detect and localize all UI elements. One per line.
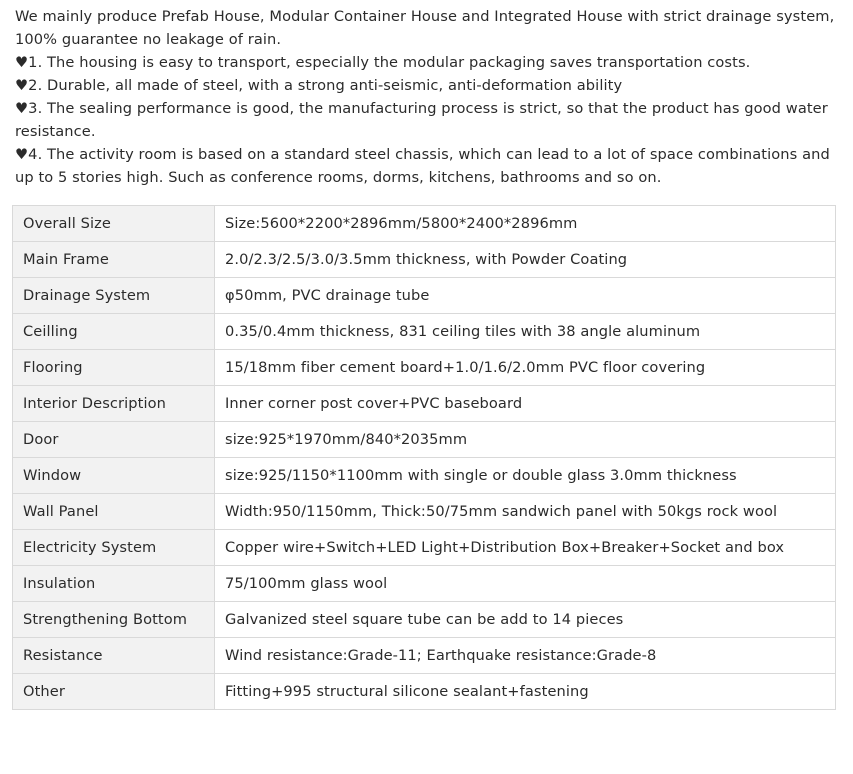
table-row: [13, 530, 836, 566]
spec-label: Main Frame: [13, 242, 215, 278]
spec-label: Flooring: [13, 350, 215, 386]
spec-label: Drainage System: [13, 278, 215, 314]
feature-point-2: ♥2. Durable, all made of steel, with a strong anti-seismic, anti-deformation ability: [15, 77, 623, 94]
spec-value: 15/18mm fiber cement board+1.0/1.6/2.0mm PVC floor covering: [215, 350, 836, 386]
table-row: [13, 566, 836, 602]
table-row: [13, 242, 836, 278]
spec-value: 2.0/2.3/2.5/3.0/3.5mm thickness, with Powder Coating: [215, 242, 836, 278]
feature-point-1: ♥1. The housing is easy to transport, especially the modular packaging saves transportation costs.: [15, 54, 751, 71]
specification-table: [12, 205, 836, 710]
spec-value: Wind resistance:Grade-11; Earthquake resistance:Grade-8: [215, 638, 836, 674]
spec-value: Galvanized steel square tube can be add to 14 pieces: [215, 602, 836, 638]
spec-value: Inner corner post cover+PVC baseboard: [215, 386, 836, 422]
intro-paragraph: We mainly produce Prefab House, Modular Container House and Integrated House with strict drainage system, 100% guarantee no leakage of rain.: [15, 8, 835, 48]
spec-label: Ceilling: [13, 314, 215, 350]
spec-label: Insulation: [13, 566, 215, 602]
spec-label: Strengthening Bottom: [13, 602, 215, 638]
table-row: [13, 458, 836, 494]
table-row: [13, 602, 836, 638]
spec-label: Other: [13, 674, 215, 710]
intro-text: [15, 5, 840, 189]
spec-value: 75/100mm glass wool: [215, 566, 836, 602]
table-row: [13, 350, 836, 386]
spec-value: Fitting+995 structural silicone sealant+fastening: [215, 674, 836, 710]
table-row: [13, 638, 836, 674]
spec-label: Resistance: [13, 638, 215, 674]
spec-label: Window: [13, 458, 215, 494]
table-row: [13, 314, 836, 350]
feature-point-4: ♥4. The activity room is based on a standard steel chassis, which can lead to a lot of space combinations and up to 5 stories high. Such as conference rooms, dorms, kitchens, bathrooms and so on.: [15, 146, 830, 186]
spec-value: size:925*1970mm/840*2035mm: [215, 422, 836, 458]
spec-value: φ50mm, PVC drainage tube: [215, 278, 836, 314]
table-row: [13, 674, 836, 710]
spec-label: Door: [13, 422, 215, 458]
table-row: [13, 278, 836, 314]
spec-value: 0.35/0.4mm thickness, 831 ceiling tiles with 38 angle aluminum: [215, 314, 836, 350]
table-row: [13, 422, 836, 458]
table-row: [13, 494, 836, 530]
spec-value: Width:950/1150mm, Thick:50/75mm sandwich panel with 50kgs rock wool: [215, 494, 836, 530]
spec-label: Interior Description: [13, 386, 215, 422]
table-row: [13, 206, 836, 242]
spec-label: Overall Size: [13, 206, 215, 242]
spec-label: Electricity System: [13, 530, 215, 566]
feature-point-3: ♥3. The sealing performance is good, the manufacturing process is strict, so that the product has good water resistance.: [15, 100, 828, 140]
spec-value: Copper wire+Switch+LED Light+Distribution Box+Breaker+Socket and box: [215, 530, 836, 566]
spec-value: Size:5600*2200*2896mm/5800*2400*2896mm: [215, 206, 836, 242]
spec-label: Wall Panel: [13, 494, 215, 530]
table-row: [13, 386, 836, 422]
spec-value: size:925/1150*1100mm with single or double glass 3.0mm thickness: [215, 458, 836, 494]
